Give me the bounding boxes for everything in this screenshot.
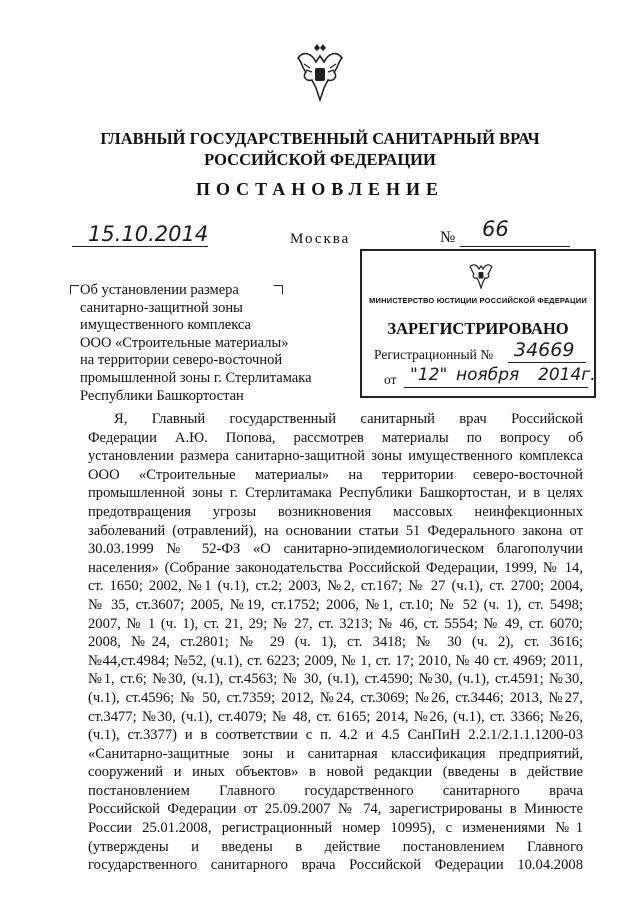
body-line: (ч.1), ст.4596; № 50, ст.7359; 2012, №24, ст.3069; №26, ст.3446; 2013, №27, (88, 689, 583, 706)
body-line: промышленной зоны г. Стерлитамака Республики Башкортостан, и в целях (88, 485, 583, 502)
body-line: государственного санитарного врача Российской Федерации 10.04.2008 (88, 857, 583, 874)
body-line: ст.3477; №30, (ч.1), ст.4079; № 48, ст. 6165; 2014, №26, (ч.1), ст. 3366; №26, (88, 708, 583, 725)
subject-line: Об установлении размера (80, 282, 239, 298)
subject-line: на территории северо-восточной (80, 352, 283, 369)
body-line: (ч.1), ст.3377) и в соответствии с п. 4.2 и 4.5 СанПиН 2.2.1/2.1.1.1200-03 (88, 727, 583, 744)
subject-line: санитарно-защитной зоны (80, 299, 243, 316)
body-line: Федерации А.Ю. Попова, рассмотрев материалы по вопросу об (88, 429, 583, 446)
document-date: 15.10.2014 (88, 222, 209, 246)
stamp-reg-label: Регистрационный № (374, 347, 494, 362)
date-underline (72, 246, 208, 247)
stamp-date-underline (404, 387, 588, 388)
body-line: ст. 1650; 2002, №1 (ч.1), ст.2; 2003, №2, ст.167; № 27 (ч.1), ст. 2700; 2004, (88, 578, 583, 595)
stamp-month: ноября (456, 365, 520, 385)
body-line: «Санитарно-защитные зоны и санитарная классификация предприятий, (88, 745, 583, 762)
coat-of-arms-emblem (294, 42, 346, 102)
body-line: Российской Федерации от 25.09.2007 № 74, зарегистрированы в Минюсте (88, 801, 583, 818)
document-number: 66 (482, 217, 509, 241)
registration-stamp (360, 249, 596, 398)
city-name: Москва (290, 231, 351, 247)
body-line: (утверждены и введены в действие постановлением Главного (88, 838, 583, 855)
document-type-title: ПОСТАНОВЛЕНИЕ (195, 179, 445, 199)
document-subject (80, 282, 312, 405)
stamp-day: "12" (410, 365, 448, 385)
stamp-title: ЗАРЕГИСТРИРОВАНО (387, 319, 569, 338)
body-line: населения» (Собрание законодательства Российской Федерации, 1999, № 14, (88, 559, 583, 576)
body-line: ООО «Строительные материалы» на территории северо-восточной (88, 466, 583, 483)
document-body (88, 410, 583, 875)
stamp-reg-number: 34669 (514, 339, 575, 361)
number-underline (460, 246, 570, 247)
body-line: Я, Главный государственный санитарный врач Российской (114, 411, 583, 427)
subject-line: Республики Башкортостан (80, 387, 244, 404)
subject-line: промышленной зоны г. Стерлитамака (80, 369, 312, 386)
stamp-emblem-icon (468, 259, 494, 289)
org-line-1: ГЛАВНЫЙ ГОСУДАРСТВЕННЫЙ САНИТАРНЫЙ ВРАЧ (100, 129, 540, 148)
subject-line: имущественного комплекса (80, 317, 251, 334)
body-line: заболеваний (отравлений), на основании статьи 51 Федерального закона от (88, 522, 583, 539)
body-line: 2008, №24, ст.2801; № 29 (ч. 1), ст. 3418; № 30 (ч. 2), ст. 3616; (88, 634, 583, 651)
stamp-year: 2014г. (538, 365, 596, 385)
body-line: 2007, № 1 (ч. 1), ст. 21, 29; № 27, ст. 3213; № 46, ст. 5554; № 49, ст. 6070; (88, 615, 583, 632)
stamp-reg-underline (508, 362, 586, 363)
subject-line: ООО «Строительные материалы» (80, 334, 289, 351)
subject-bracket-left (70, 285, 79, 294)
body-line: №44,ст.4984; №52, (ч.1), ст. 6223; 2009, № 1, ст. 17; 2010, № 40 ст. 4969; 2011, (88, 652, 583, 669)
body-line: постановлением Главного государственного санитарного врача (88, 782, 583, 799)
body-line: 30.03.1999 № 52-ФЗ «О санитарно-эпидемиологическом благополучии (88, 541, 583, 558)
document-number-label: № (440, 229, 456, 246)
body-line: №1, ст.6; №30, (ч.1), ст.4563; № 30, (ч.1), ст.4590; №30, (ч.1), ст.4591; №30, (88, 671, 583, 688)
body-line: сооружений и иных объектов» в новой редакции (введены в действие (88, 764, 583, 781)
stamp-from-label: от (384, 372, 397, 387)
body-line: России 25.01.2008, регистрационный номер 10995), с изменениями №1 (88, 820, 583, 837)
stamp-ministry-name: МИНИСТЕРСТВО ЮСТИЦИИ РОССИЙСКОЙ ФЕДЕРАЦИИ (369, 296, 587, 305)
body-line: № 35, ст.3607; 2005, №19, ст.1752; 2006, №1, ст.10; № 52 (ч. 1), ст. 5498; (88, 596, 583, 613)
body-line: предотвращения угрозы возникновения массовых неинфекционных (88, 503, 583, 520)
issuing-authority (60, 128, 580, 170)
body-line: установлении размера санитарно-защитной зоны имущественного комплекса (88, 448, 583, 465)
org-line-2: РОССИЙСКОЙ ФЕДЕРАЦИИ (204, 150, 436, 169)
